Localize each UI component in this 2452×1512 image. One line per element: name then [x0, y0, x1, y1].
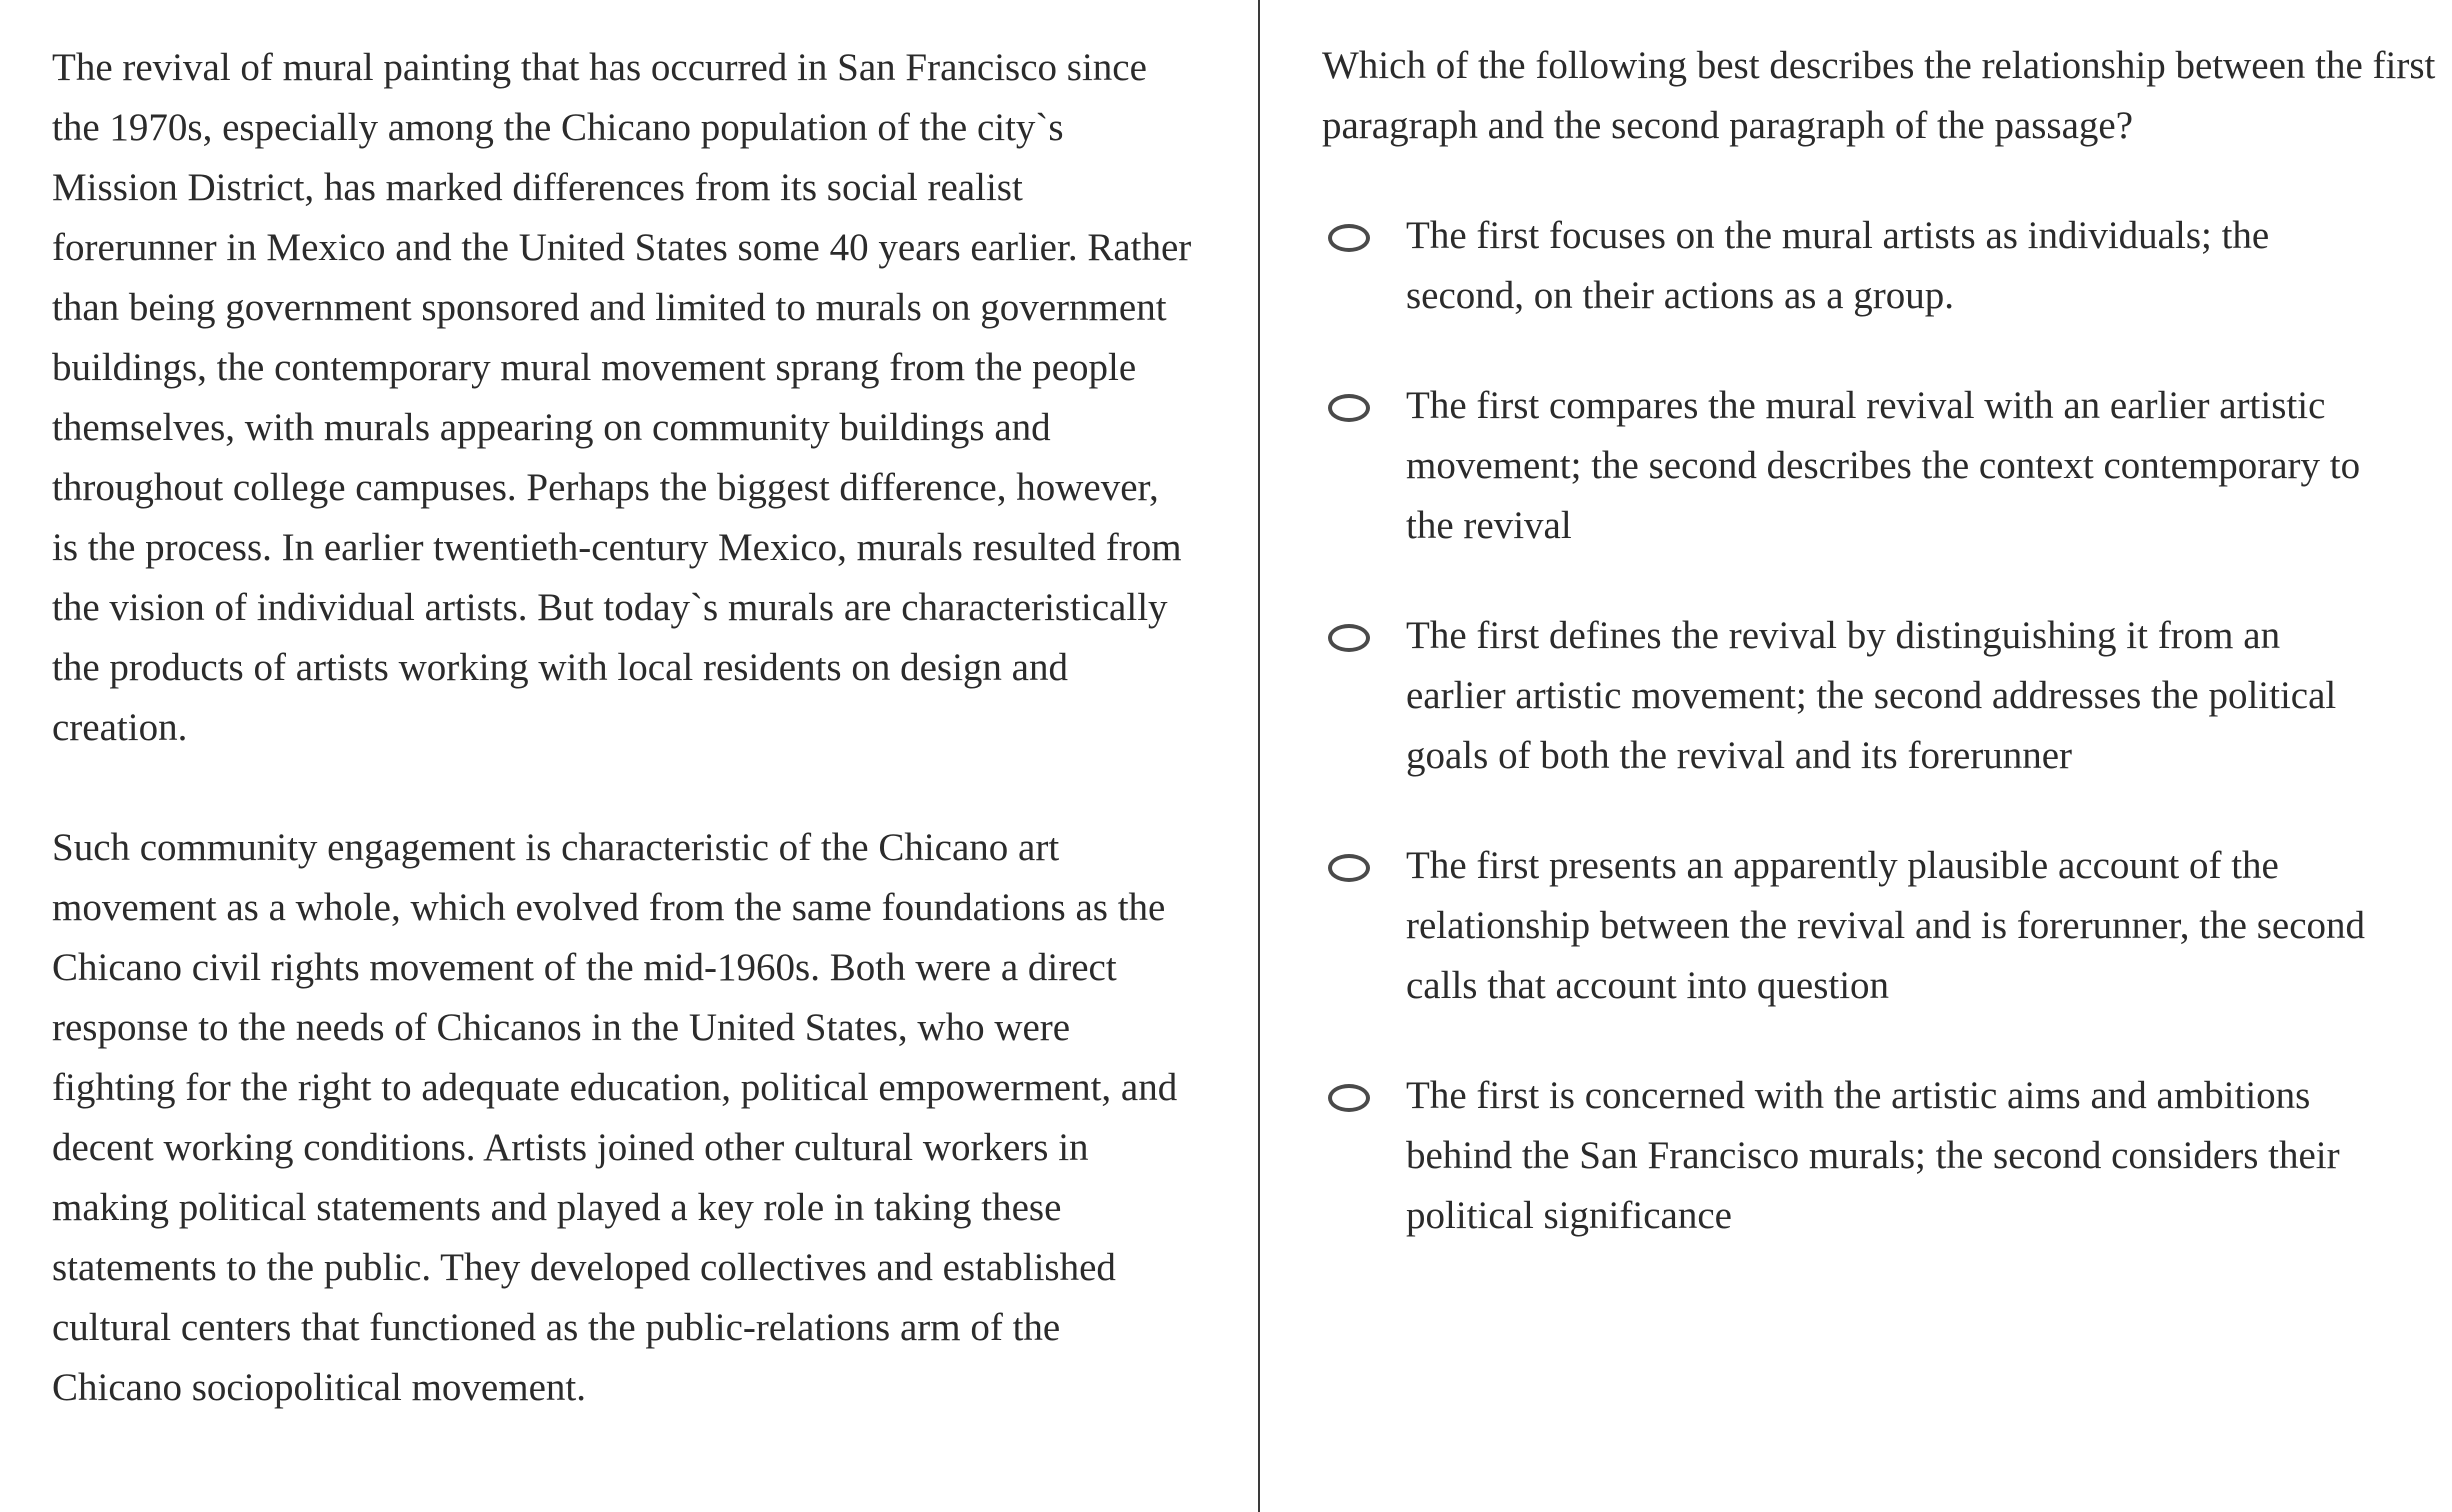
- answer-choice-e[interactable]: [1322, 1066, 2452, 1246]
- question-pane: [1260, 0, 2452, 1512]
- answer-choice-c-text[interactable]: The first defines the revival by distinguishing it from an earlier artistic movement; the second addresses the political goals of both the revival and its forerunner: [1406, 614, 2337, 777]
- answer-choice-c[interactable]: [1322, 606, 2452, 786]
- radio-button-c[interactable]: [1328, 624, 1370, 652]
- question-stem: Which of the following best describes the relationship between the first paragraph and the second paragraph of the passage?: [1322, 44, 2436, 147]
- radio-button-d[interactable]: [1328, 854, 1370, 882]
- answer-choice-e-text[interactable]: The first is concerned with the artistic aims and ambitions behind the San Francisco murals; the second considers their political significance: [1406, 1074, 2340, 1237]
- passage-paragraph-1: The revival of mural painting that has occurred in San Francisco since the 1970s, especially among the Chicano population of the city`s Mission District, has marked differences from its social realist forerunner in Mexico and the United States some 40 years earlier. Rather than being government sponsored and limited to murals on government buildings, the contemporary mural movement sprang from the people themselves, with murals appearing on community buildings and throughout college campuses. Perhaps the biggest difference, however, is the process. In earlier twentieth-century Mexico, murals resulted from the vision of individual artists. But today`s murals are characteristically the products of artists working with local residents on design and creation.: [52, 46, 1192, 749]
- answer-choices: [1322, 206, 2452, 1246]
- answer-choice-a-text[interactable]: The first focuses on the mural artists as individuals; the second, on their actions as a group.: [1406, 214, 2270, 317]
- answer-choice-a[interactable]: [1322, 206, 2452, 326]
- answer-choice-b[interactable]: [1322, 376, 2452, 556]
- radio-button-a[interactable]: [1328, 224, 1370, 252]
- radio-button-b[interactable]: [1328, 394, 1370, 422]
- answer-choice-d[interactable]: [1322, 836, 2452, 1016]
- passage-paragraph-2: Such community engagement is characteristic of the Chicano art movement as a whole, which evolved from the same foundations as the Chicano civil rights movement of the mid-1960s. Both were a direct response to the needs of Chicanos in the United States, who were fighting for the right to adequate education, political empowerment, and decent working conditions. Artists joined other cultural workers in making political statements and played a key role in taking these statements to the public. They developed collectives and established cultural centers that functioned as the public-relations arm of the Chicano sociopolitical movement.: [52, 826, 1178, 1409]
- answer-choice-d-text[interactable]: The first presents an apparently plausible account of the relationship between the revival and is forerunner, the second calls that account into question: [1406, 844, 2366, 1007]
- answer-choice-b-text[interactable]: The first compares the mural revival with an earlier artistic movement; the second describes the context contemporary to the revival: [1406, 384, 2361, 547]
- radio-button-e[interactable]: [1328, 1084, 1370, 1112]
